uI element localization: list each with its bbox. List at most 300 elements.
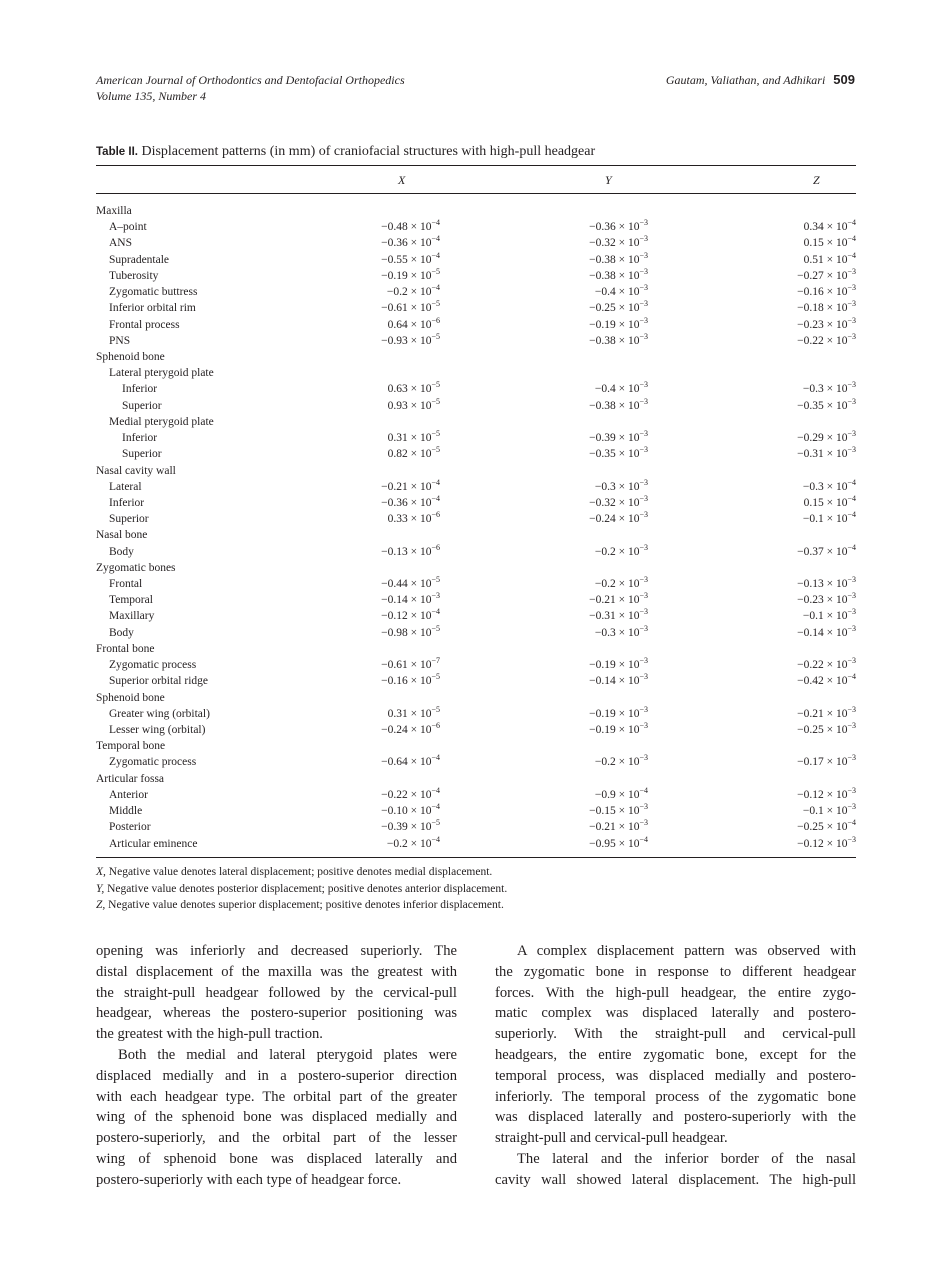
mantissa: −0.24 <box>381 724 408 736</box>
mantissa: −0.36 <box>381 496 408 509</box>
exponent: −4 <box>847 510 856 520</box>
cell-z <box>797 284 856 300</box>
table-group-row <box>96 690 856 706</box>
times-ten: × 10 <box>823 383 848 396</box>
cell-x <box>388 430 440 446</box>
times-ten: × 10 <box>407 399 432 412</box>
cell-x <box>388 511 440 527</box>
footnote-y <box>96 881 507 898</box>
times-ten: × 10 <box>823 496 848 509</box>
exponent: −5 <box>431 704 440 714</box>
table-group-row <box>96 771 856 787</box>
times-ten: × 10 <box>615 626 640 639</box>
exponent: −3 <box>847 591 856 601</box>
exponent: −3 <box>639 575 648 585</box>
cell-z <box>803 511 856 527</box>
exponent: −3 <box>639 818 648 828</box>
cell-y <box>589 495 648 511</box>
text-line: the greatest with the high-pull traction. <box>96 1026 323 1043</box>
body-column-left <box>96 941 457 1191</box>
mantissa: −0.31 <box>797 448 824 461</box>
cell-z <box>797 625 856 641</box>
times-ten: × 10 <box>823 805 848 818</box>
table-row <box>96 803 856 819</box>
exponent: −3 <box>847 266 856 276</box>
mantissa: −0.61 <box>381 659 408 672</box>
exponent: −3 <box>639 493 648 503</box>
table-title: Displacement patterns (in mm) of craniofacial structures with high-pull headgear <box>141 144 596 159</box>
table-row <box>96 219 856 235</box>
table-group-row <box>96 365 856 381</box>
exponent: −3 <box>847 429 856 439</box>
mantissa: 0.33 <box>387 513 408 526</box>
cell-x <box>381 819 440 835</box>
mantissa: −0.19 <box>589 318 616 331</box>
times-ten: × 10 <box>407 237 432 250</box>
exponent: −4 <box>431 753 440 763</box>
exponent: −3 <box>847 753 856 763</box>
times-ten: × 10 <box>823 675 848 688</box>
row-label: Temporal bone <box>96 740 166 753</box>
exponent: −4 <box>847 234 856 244</box>
mantissa: −0.25 <box>797 821 824 834</box>
row-label: Frontal process <box>109 318 180 331</box>
exponent: −4 <box>431 607 440 617</box>
exponent: −6 <box>431 721 440 730</box>
cell-y <box>589 268 648 284</box>
times-ten: × 10 <box>615 221 640 234</box>
mantissa: −0.32 <box>589 237 616 250</box>
row-label: Superior <box>109 513 149 526</box>
row-label: Body <box>109 626 134 639</box>
mantissa: −0.1 <box>802 610 824 623</box>
row-label: A–point <box>109 221 147 234</box>
row-label: Lateral <box>109 480 142 493</box>
times-ten: × 10 <box>615 675 640 688</box>
mantissa: −0.14 <box>797 626 824 639</box>
table-group-row <box>96 203 856 219</box>
column-header-x: X <box>398 173 406 187</box>
times-ten: × 10 <box>823 302 848 315</box>
cell-y <box>589 706 648 722</box>
exponent: −3 <box>847 802 856 812</box>
exponent: −5 <box>431 299 440 309</box>
exponent: −5 <box>431 623 440 633</box>
cell-z <box>797 706 856 722</box>
mantissa: −0.16 <box>797 286 824 299</box>
times-ten: × 10 <box>615 545 640 558</box>
mantissa: −0.18 <box>797 302 824 315</box>
times-ten: × 10 <box>615 837 640 850</box>
times-ten: × 10 <box>823 318 848 331</box>
times-ten: × 10 <box>823 837 848 850</box>
cell-y <box>595 787 648 803</box>
times-ten: × 10 <box>615 383 640 396</box>
cell-y <box>589 608 648 624</box>
cell-x <box>381 300 440 316</box>
exponent: −3 <box>639 591 648 601</box>
volume-info: Volume 135, Number 4 <box>96 89 206 103</box>
mantissa: −0.29 <box>797 432 824 445</box>
footnote-z <box>96 897 507 914</box>
times-ten: × 10 <box>615 318 640 331</box>
exponent: −3 <box>639 445 648 455</box>
paragraph <box>96 941 457 1045</box>
cell-z <box>797 576 856 592</box>
exponent: −3 <box>639 266 648 276</box>
mantissa: −0.23 <box>797 594 824 607</box>
cell-x <box>387 284 440 300</box>
mantissa: −0.2 <box>594 756 616 769</box>
cell-z <box>797 446 856 462</box>
times-ten: × 10 <box>407 253 432 266</box>
exponent: −3 <box>639 218 648 228</box>
mantissa: −0.32 <box>589 496 616 509</box>
times-ten: × 10 <box>615 496 640 509</box>
table-footnotes <box>96 864 507 914</box>
times-ten: × 10 <box>615 788 640 801</box>
table-row <box>96 398 856 414</box>
times-ten: × 10 <box>407 610 432 623</box>
cell-x <box>381 592 440 608</box>
row-label: Articular eminence <box>109 837 198 850</box>
table-top-rule <box>96 165 856 166</box>
text-line: Both the medial and lateral pterygoid plates were <box>118 1046 457 1063</box>
cell-x <box>381 576 440 592</box>
mantissa: −0.21 <box>589 594 616 607</box>
cell-x <box>387 836 440 852</box>
table-row <box>96 625 856 641</box>
row-label: Superior orbital ridge <box>109 675 209 688</box>
cell-z <box>797 657 856 673</box>
times-ten: × 10 <box>823 253 848 266</box>
exponent: −4 <box>847 818 856 828</box>
exponent: −3 <box>847 445 856 455</box>
cell-y <box>589 252 648 268</box>
mantissa: −0.13 <box>381 545 408 558</box>
row-label: Inferior <box>122 383 158 396</box>
mantissa: −0.48 <box>381 221 408 234</box>
table-caption <box>96 144 595 160</box>
mantissa: −0.3 <box>802 480 824 493</box>
table-row <box>96 511 856 527</box>
table-row <box>96 430 856 446</box>
row-label: Maxilla <box>96 205 132 217</box>
table-row <box>96 252 856 268</box>
exponent: −3 <box>639 510 648 520</box>
mantissa: 0.15 <box>803 496 824 509</box>
cell-z <box>797 673 856 689</box>
text-line: headgears, the entire zygomatic bone, except for the <box>495 1046 856 1063</box>
table-row <box>96 381 856 397</box>
mantissa: −0.95 <box>589 837 616 850</box>
mantissa: −0.31 <box>589 610 616 623</box>
mantissa: −0.21 <box>381 480 408 493</box>
cell-x <box>381 544 440 560</box>
row-label: Zygomatic process <box>109 659 197 672</box>
cell-y <box>595 576 648 592</box>
table-row <box>96 576 856 592</box>
mantissa: −0.12 <box>381 610 408 623</box>
row-label: Posterior <box>109 821 151 834</box>
table-row <box>96 268 856 284</box>
text-line: the zygomatic bone in response to different headgear <box>495 963 856 980</box>
cell-y <box>595 625 648 641</box>
exponent: −3 <box>639 704 648 714</box>
mantissa: −0.61 <box>381 302 408 315</box>
times-ten: × 10 <box>615 805 640 818</box>
times-ten: × 10 <box>615 821 640 834</box>
row-label: Lesser wing (orbital) <box>109 724 206 736</box>
times-ten: × 10 <box>823 432 848 445</box>
mantissa: −0.36 <box>381 237 408 250</box>
column-header-y: Y <box>605 173 612 187</box>
exponent: −4 <box>431 477 440 487</box>
times-ten: × 10 <box>407 286 432 299</box>
cell-y <box>589 592 648 608</box>
times-ten: × 10 <box>615 659 640 672</box>
exponent: −4 <box>431 283 440 293</box>
cell-x <box>381 495 440 511</box>
cell-x <box>381 625 440 641</box>
exponent: −3 <box>639 331 648 341</box>
mantissa: −0.1 <box>802 513 824 526</box>
table-row <box>96 754 856 770</box>
exponent: −3 <box>639 315 648 325</box>
cell-z <box>803 381 856 397</box>
cell-y <box>595 544 648 560</box>
times-ten: × 10 <box>615 302 640 315</box>
mantissa: −0.25 <box>797 724 824 736</box>
table-row <box>96 284 856 300</box>
cell-y <box>589 673 648 689</box>
text-line: straight-pull and cervical-pull headgear. <box>495 1130 728 1147</box>
footnote-x <box>96 864 507 881</box>
authors: Gautam, Valiathan, and Adhikari <box>665 73 826 87</box>
exponent: −3 <box>639 542 648 552</box>
times-ten: × 10 <box>615 480 640 493</box>
mantissa: −0.9 <box>594 788 616 801</box>
row-label: Frontal <box>109 578 143 591</box>
times-ten: × 10 <box>407 756 432 769</box>
row-label: ANS <box>109 237 133 250</box>
cell-z <box>797 430 856 446</box>
mantissa: −0.10 <box>381 805 408 818</box>
table-row <box>96 592 856 608</box>
exponent: −3 <box>847 785 856 795</box>
cell-z <box>804 219 856 235</box>
exponent: −3 <box>639 429 648 439</box>
exponent: −3 <box>639 380 648 390</box>
cell-z <box>797 317 856 333</box>
exponent: −4 <box>639 834 648 844</box>
footnote-text: Negative value denotes lateral displacement; positive denotes medial displacement. <box>105 866 493 878</box>
exponent: −3 <box>639 299 648 309</box>
row-label: Temporal <box>109 594 153 607</box>
times-ten: × 10 <box>615 269 640 282</box>
cell-y <box>589 511 648 527</box>
paragraph <box>96 1045 457 1191</box>
exponent: −3 <box>639 250 648 260</box>
text-line: wing of sphenoid bone was displaced laterally and <box>96 1150 457 1167</box>
times-ten: × 10 <box>615 432 640 445</box>
times-ten: × 10 <box>407 302 432 315</box>
cell-x <box>381 252 440 268</box>
mantissa: −0.1 <box>802 805 824 818</box>
times-ten: × 10 <box>407 659 432 672</box>
mantissa: −0.12 <box>797 788 824 801</box>
exponent: −6 <box>431 510 440 520</box>
cell-z <box>804 495 856 511</box>
row-label: Inferior orbital rim <box>109 302 196 315</box>
exponent: −4 <box>847 477 856 487</box>
table-group-row <box>96 463 856 479</box>
mantissa: 0.15 <box>803 237 824 250</box>
mantissa: −0.35 <box>589 448 616 461</box>
exponent: −3 <box>847 315 856 325</box>
times-ten: × 10 <box>823 237 848 250</box>
mantissa: −0.2 <box>594 545 616 558</box>
mantissa: −0.38 <box>589 334 616 347</box>
exponent: −5 <box>431 396 440 406</box>
mantissa: −0.42 <box>797 675 824 688</box>
cell-y <box>589 446 648 462</box>
exponent: −3 <box>847 380 856 390</box>
times-ten: × 10 <box>615 707 640 720</box>
exponent: −5 <box>431 429 440 439</box>
mantissa: −0.25 <box>589 302 616 315</box>
cell-y <box>595 284 648 300</box>
text-line: superiorly. With the straight-pull and cervical-pull <box>495 1026 856 1043</box>
row-label: Anterior <box>109 788 148 801</box>
cell-z <box>797 300 856 316</box>
row-label: Nasal cavity wall <box>96 464 176 477</box>
times-ten: × 10 <box>823 610 848 623</box>
exponent: −3 <box>639 656 648 666</box>
mantissa: −0.4 <box>594 286 616 299</box>
cell-y <box>589 235 648 251</box>
table-row <box>96 657 856 673</box>
cell-z <box>797 819 856 835</box>
table-group-row <box>96 414 856 430</box>
table-row <box>96 333 856 349</box>
cell-z <box>804 235 856 251</box>
exponent: −3 <box>639 607 648 617</box>
cell-y <box>589 836 648 852</box>
row-label: Sphenoid bone <box>96 691 165 704</box>
mantissa: −0.22 <box>797 659 824 672</box>
cell-z <box>797 544 856 560</box>
times-ten: × 10 <box>823 707 848 720</box>
cell-y <box>595 754 648 770</box>
times-ten: × 10 <box>823 594 848 607</box>
text-line: distal displacement of the maxilla was the greatest with <box>96 963 457 980</box>
mantissa: −0.44 <box>381 578 408 591</box>
footnote-key: Z, <box>96 899 106 911</box>
cell-z <box>797 398 856 414</box>
times-ten: × 10 <box>407 269 432 282</box>
text-line: with each headgear type. The orbital part of the greater <box>96 1088 457 1105</box>
exponent: −3 <box>847 721 856 730</box>
column-header-z: Z <box>813 173 820 187</box>
text-line: displaced medially and in a postero-superior direction <box>96 1067 457 1084</box>
times-ten: × 10 <box>407 724 432 736</box>
times-ten: × 10 <box>823 269 848 282</box>
exponent: −4 <box>847 218 856 228</box>
times-ten: × 10 <box>615 286 640 299</box>
times-ten: × 10 <box>823 286 848 299</box>
table-group-row <box>96 738 856 754</box>
table-row <box>96 544 856 560</box>
cell-x <box>388 398 440 414</box>
mantissa: −0.64 <box>381 756 408 769</box>
table-header-rule <box>96 193 856 194</box>
exponent: −4 <box>847 542 856 552</box>
row-label: PNS <box>109 334 131 347</box>
cell-y <box>589 722 648 738</box>
cell-y <box>595 381 648 397</box>
cell-x <box>381 608 440 624</box>
mantissa: −0.19 <box>589 659 616 672</box>
table-row <box>96 819 856 835</box>
mantissa: 0.93 <box>387 399 408 412</box>
mantissa: −0.2 <box>386 286 408 299</box>
times-ten: × 10 <box>407 626 432 639</box>
cell-y <box>589 300 648 316</box>
exponent: −3 <box>639 396 648 406</box>
times-ten: × 10 <box>407 496 432 509</box>
mantissa: −0.39 <box>589 432 616 445</box>
table-header-row <box>96 173 856 189</box>
row-label: Maxillary <box>109 610 155 623</box>
row-label: Zygomatic buttress <box>109 286 198 299</box>
cell-y <box>589 219 648 235</box>
exponent: −3 <box>847 607 856 617</box>
row-label: Articular fossa <box>96 772 165 785</box>
exponent: −5 <box>431 380 440 390</box>
exponent: −5 <box>431 266 440 276</box>
mantissa: −0.4 <box>594 383 616 396</box>
times-ten: × 10 <box>407 221 432 234</box>
exponent: −5 <box>431 575 440 585</box>
mantissa: −0.23 <box>797 318 824 331</box>
cell-x <box>381 722 440 738</box>
exponent: −4 <box>847 250 856 260</box>
times-ten: × 10 <box>823 626 848 639</box>
text-line: the straight-pull headgear followed by the cervical-pull <box>96 984 457 1001</box>
mantissa: −0.13 <box>797 578 824 591</box>
times-ten: × 10 <box>407 448 432 461</box>
table-row <box>96 317 856 333</box>
times-ten: × 10 <box>823 821 848 834</box>
table-row <box>96 300 856 316</box>
mantissa: −0.36 <box>589 221 616 234</box>
times-ten: × 10 <box>823 513 848 526</box>
exponent: −3 <box>639 234 648 244</box>
exponent: −3 <box>639 283 648 293</box>
exponent: −3 <box>639 477 648 487</box>
table-bottom-rule <box>96 857 856 858</box>
cell-x <box>381 235 440 251</box>
times-ten: × 10 <box>823 399 848 412</box>
cell-y <box>589 333 648 349</box>
row-label: Medial pterygoid plate <box>109 415 214 428</box>
times-ten: × 10 <box>407 707 432 720</box>
exponent: −6 <box>431 315 440 325</box>
times-ten: × 10 <box>407 788 432 801</box>
table-group-row <box>96 641 856 657</box>
cell-x <box>381 333 440 349</box>
